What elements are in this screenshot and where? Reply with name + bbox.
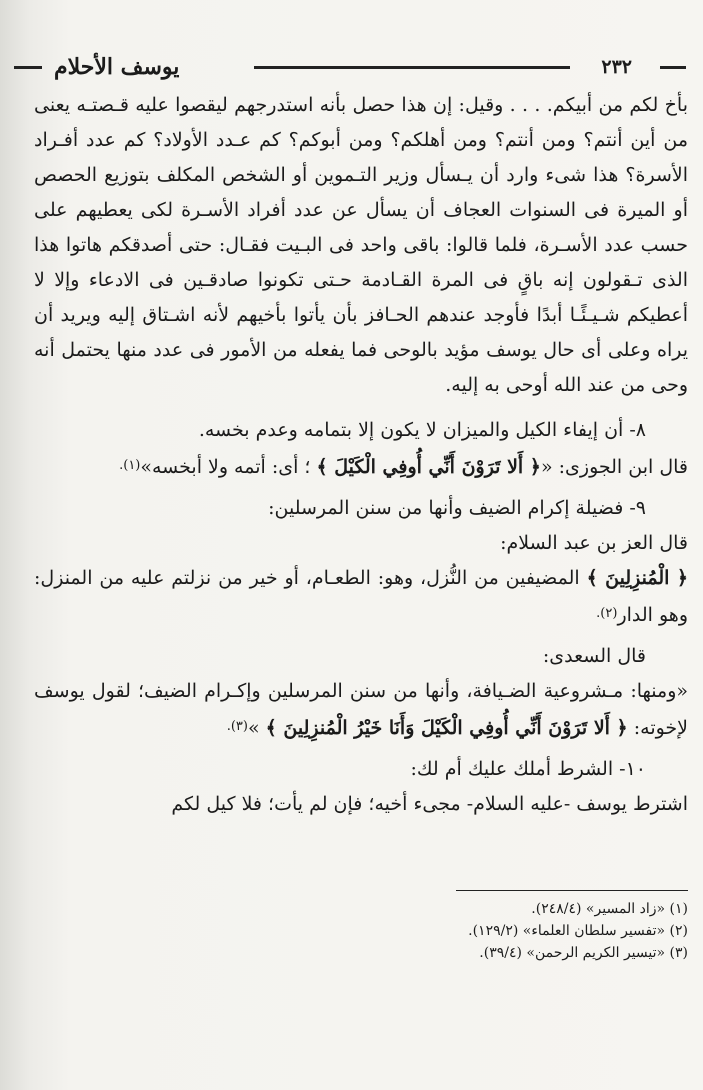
body-paragraph: بأخ لكم من أبيكم. . . . وقيل: إن هذا حصل بأنه استدرجهم ليقصوا عليه قـصتـه يعنى من أين أنتم؟ ومن أنتم؟ ومن أهلكم؟ ومن أبوكم؟ كم عـدد الأولاد؟ كم عدد أفـراد الأسرة؟ هذا شىء وارد أن يـسأل وزير التـموين أو الشخص المكلف بتوزيع الحصص أو الميرة فى السنوات العجاف أن يسأل عن عدد أفراد الأسـرة لكى يعطيهم على حسب عدد الأسـرة، فلما قالوا: باقى واحد فى البـيت فقـال: حتى أصدقكم هاتوا هذا الذى تـقولون إنه باقٍ فى المرة القـادمة حـتى تكونوا صادقـين فى الادعاء وإلا لا أعطيكم شـيـئًـا أبدًا فأوجد عندهم الحـافز بأن يأتوا بأخيهم لأنه اشـتاق إليه ويريد أن يراه وعلى أى حال يوسف مؤيد بالوحى فما يفعله من الأمور فى عدد منها يحتمل أنه وحى من عند الله أوحى به إليه.	[34, 94, 688, 396]
point-8-quote: قال ابن الجوزى: «﴿ أَلا تَرَوْنَ أَنِّي أُوفِي الْكَيْلَ ﴾ ؛ أى: أتمه ولا أبخسه»$^{(١).}$	[119, 456, 688, 478]
running-title: يوسف الأحلام	[54, 54, 180, 80]
quran-verse: ﴿ أَلا تَرَوْنَ أَنِّي أُوفِي الْكَيْلَ وَأَنَا خَيْرُ الْمُنزِلِينَ ﴾	[265, 717, 628, 739]
footnotes	[288, 898, 688, 964]
footnote-ref: (٣).	[226, 719, 248, 734]
footnote-1: (١) «زاد المسير» (٢٤٨/٤).	[531, 901, 688, 917]
header-rule-right	[660, 66, 686, 69]
footnote-divider	[456, 890, 688, 891]
footnote-2: (٢) «تفسير سلطان العلماء» (١٢٩/٢).	[468, 923, 688, 939]
main-text	[34, 88, 688, 822]
header-rule-middle	[254, 66, 570, 69]
footnote-ref: (١).	[119, 458, 141, 473]
point-9-heading: ٩- فضيلة إكرام الضيف وأنها من سنن المرسلين:	[268, 497, 646, 519]
header-rule-left	[14, 66, 42, 69]
page-number: ٢٣٢	[601, 56, 632, 78]
point-8-heading: ٨- أن إيفاء الكيل والميزان لا يكون إلا بتمامه وعدم بخسه.	[198, 419, 646, 441]
footnote-3: (٣) «تيسير الكريم الرحمن» (٣٩/٤).	[479, 945, 688, 961]
saadi-intro: قال السعدى:	[542, 645, 646, 667]
quran-verse: ﴿ الْمُنزِلِينَ ﴾	[586, 567, 688, 589]
point-10-heading: ١٠- الشرط أملك عليك أم لك:	[410, 758, 646, 780]
footnote-ref: (٢).	[596, 606, 618, 621]
saadi-commentary: «ومنها: مـشروعية الضـيافة، وأنها من سنن المرسلين وإكـرام الضيف؛ لقول يوسف لإخوته: ﴿ أَلا تَرَوْنَ أَنِّي أُوفِي الْكَيْلَ وَأَنَا خَيْرُ الْمُنزِلِينَ ﴾ »$^{(٣).}$	[34, 680, 688, 739]
point-10-text: اشترط يوسف -عليه السلام- مجىء أخيه؛ فإن لم يأت؛ فلا كيل لكم	[171, 793, 688, 815]
izz-intro: قال العز بن عبد السلام:	[500, 532, 688, 554]
izz-commentary: ﴿ الْمُنزِلِينَ ﴾ المضيفين من النُّزل، وهو: الطعـام، أو خير من نزلتم عليه من المنزل: وهو الدار$^{(٢).}$	[34, 567, 688, 626]
quran-verse: ﴿ أَلا تَرَوْنَ أَنِّي أُوفِي الْكَيْلَ ﴾	[316, 456, 541, 478]
page-header	[14, 54, 686, 82]
